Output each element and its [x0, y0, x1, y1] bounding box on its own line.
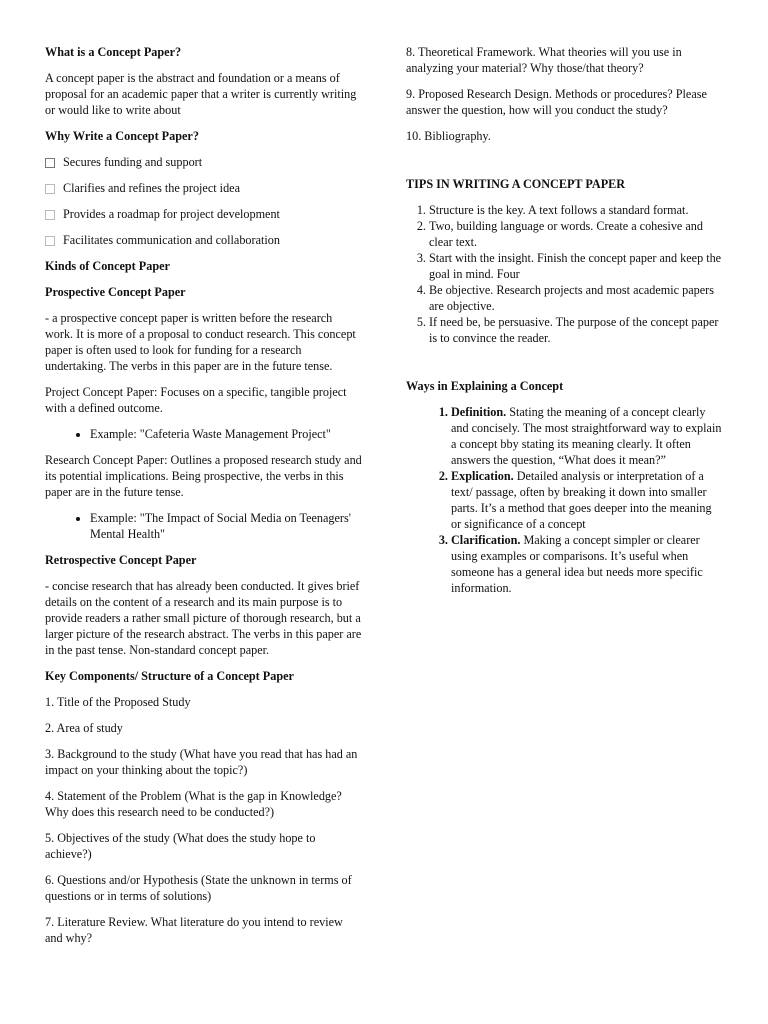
ways-list: [406, 404, 724, 596]
term-label: Clarification.: [451, 533, 521, 547]
list-item: [451, 468, 724, 532]
component-item: 10. Bibliography.: [406, 129, 491, 143]
list-item: 1. Structure is the key. A text follows a standard format.: [429, 202, 724, 218]
spacer: [406, 154, 724, 176]
list-item: Provides a roadmap for project development: [45, 206, 363, 222]
tips-list: [406, 202, 724, 346]
list-item: [451, 532, 724, 596]
list-item: • Example: "Cafeteria Waste Management Project": [90, 426, 363, 442]
component-item: 4. Statement of the Problem (What is the gap in Knowledge? Why does this research need to be conducted?): [45, 789, 342, 819]
list-item: Clarifies and refines the project idea: [45, 180, 363, 196]
term-label: Explication.: [451, 469, 514, 483]
component-item: 6. Questions and/or Hypothesis (State the unknown in terms of questions or in terms of solutions): [45, 873, 352, 903]
right-column: [406, 44, 724, 596]
para-retrospective: - concise research that has already been conducted. It gives brief details on the content of a research and its main purpose is to provide readers a rather small picture of thorough research, but a larger picture of the research abstract. The verbs in this paper are in the past tense. Non-standard concept paper.: [45, 579, 362, 657]
term-label: Definition.: [451, 405, 507, 419]
list-item: 5. If need be, be persuasive. The purpose of the concept paper is to convince the reader.: [429, 314, 724, 346]
heading-what-is: What is a Concept Paper?: [45, 45, 182, 59]
component-item: 1. Title of the Proposed Study: [45, 695, 191, 709]
why-list: [45, 154, 363, 248]
example-list: [45, 426, 363, 442]
list-item: Facilitates communication and collaboration: [45, 232, 363, 248]
component-item: 8. Theoretical Framework. What theories will you use in analyzing your material? Why those/that theory?: [406, 45, 682, 75]
component-item: 3. Background to the study (What have you read that has had an impact on your thinking about the topic?): [45, 747, 358, 777]
checkbox-square-icon: [45, 158, 55, 168]
checkbox-square-icon: [45, 184, 55, 194]
para-research: Research Concept Paper: Outlines a proposed research study and its potential implications. Being prospective, the verbs in this paper are in the future tense.: [45, 453, 362, 499]
list-item: 4. Be objective. Research projects and most academic papers are objective.: [429, 282, 724, 314]
heading-key-components: Key Components/ Structure of a Concept Paper: [45, 669, 294, 683]
list-item: Secures funding and support: [45, 154, 363, 170]
heading-prospective: Prospective Concept Paper: [45, 285, 186, 299]
term-text: Making a concept simpler or clearer using examples or comparisons. It’s useful when someone has a general idea but needs more specific information.: [451, 533, 703, 595]
heading-why-write: Why Write a Concept Paper?: [45, 129, 199, 143]
component-item: 7. Literature Review. What literature do you intend to review and why?: [45, 915, 343, 945]
heading-tips: TIPS IN WRITING A CONCEPT PAPER: [406, 177, 626, 191]
list-item: 2. Two, building language or words. Create a cohesive and clear text.: [429, 218, 724, 250]
checkbox-square-icon: [45, 210, 55, 220]
heading-retrospective: Retrospective Concept Paper: [45, 553, 197, 567]
list-item: • Example: "The Impact of Social Media on Teenagers' Mental Health": [90, 510, 363, 542]
list-item: 3. Start with the insight. Finish the concept paper and keep the goal in mind. Four: [429, 250, 724, 282]
term-text: Detailed analysis or interpretation of a text/ passage, often by breaking it down into smaller parts. It’s a method that goes deeper into the meaning or significance of a concept: [451, 469, 712, 531]
para-prospective: - a prospective concept paper is written before the research work. It is more of a proposal to conduct research. This concept paper is often used to look for funding for a research undertaking. The verbs in this paper are in the future tense.: [45, 311, 356, 373]
component-item: 5. Objectives of the study (What does the study hope to achieve?): [45, 831, 316, 861]
component-item: 2. Area of study: [45, 721, 123, 735]
spacer: [406, 356, 724, 378]
component-item: 9. Proposed Research Design. Methods or procedures? Please answer the question, how will you conduct the study?: [406, 87, 707, 117]
para-what-is: A concept paper is the abstract and foundation or a means of proposal for an academic paper that a writer is currently writing or would like to write about: [45, 71, 357, 117]
para-project: Project Concept Paper: Focuses on a specific, tangible project with a defined outcome.: [45, 385, 347, 415]
checkbox-square-icon: [45, 236, 55, 246]
heading-kinds: Kinds of Concept Paper: [45, 259, 170, 273]
heading-ways: Ways in Explaining a Concept: [406, 379, 564, 393]
example-list: [45, 510, 363, 542]
list-item: [451, 404, 724, 468]
left-column: [45, 44, 363, 956]
term-text: Stating the meaning of a concept clearly and concisely. The most straightforward way to explain a concept bby stating its meaning clearly. It often answers the question, “What does it mean?”: [451, 405, 722, 467]
